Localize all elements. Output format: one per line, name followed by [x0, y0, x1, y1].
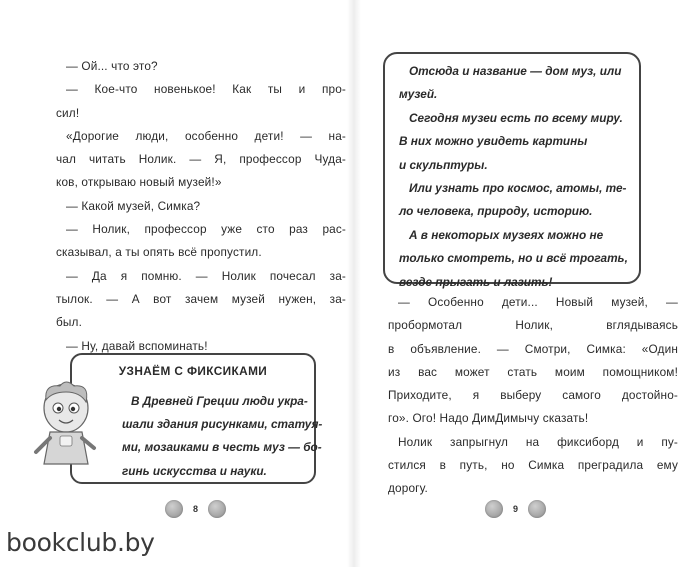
body-text-line: из вас может стать моим помощником!	[388, 364, 678, 379]
info-box-title: УЗНАЁМ С ФИКСИКАМИ	[118, 364, 268, 378]
page-dot-decoration	[208, 500, 226, 518]
body-text-line: тылок. — А вот зачем музей нужен, за-	[56, 291, 346, 306]
page-number-text: 8	[193, 504, 199, 514]
body-text-line: — Нолик, профессор уже сто раз рас-	[66, 222, 346, 237]
watermark: bookclub.by	[6, 528, 155, 557]
page-number-text: 9	[513, 504, 519, 514]
body-text-line: «Дорогие люди, особенно дети! — на-	[66, 128, 346, 143]
facts-box-line: А в некоторых музеях можно не	[409, 227, 604, 242]
page-number-left	[165, 497, 226, 521]
book-spine	[347, 0, 361, 567]
info-box-body	[122, 390, 323, 483]
body-text-line: — Особенно дети... Новый музей, —	[398, 295, 678, 309]
body-text-line: сказывал, а ты опять всё пропустил.	[56, 245, 262, 260]
body-text-line: сил!	[56, 105, 80, 120]
body-text-line: был.	[56, 315, 82, 330]
page-dot-decoration	[528, 500, 546, 518]
facts-box-line: музей.	[399, 87, 438, 102]
info-box-line: шали здания рисунками, статуя-	[122, 417, 323, 432]
info-box-fixiki	[70, 353, 323, 484]
right-page-text	[388, 291, 678, 501]
body-text-line: ков, открываю новый музей!»	[56, 175, 222, 190]
facts-box-line: Сегодня музеи есть по всему миру.	[409, 110, 623, 125]
facts-box-line: везде прыгать и лазить!	[399, 274, 553, 289]
body-text-line: го». Ого! Надо ДимДимычу сказать!	[388, 411, 589, 426]
info-box-line: ми, мозаиками в честь муз — бо-	[122, 440, 322, 455]
facts-box-line: и скульптуры.	[399, 157, 488, 172]
info-box-line: В Древней Греции люди укра-	[131, 394, 308, 408]
page-number-right	[485, 497, 546, 521]
body-text-line: — Кое-что новенькое! Как ты и про-	[66, 82, 346, 97]
facts-box-line: только смотреть, но и всё трогать,	[399, 251, 628, 266]
body-text-line: стился в путь, но Симка преградила ему	[388, 458, 678, 473]
body-text-line: — Ну, давай вспоминать!	[66, 338, 208, 353]
body-text-line: дорогу.	[388, 481, 428, 496]
body-text-line: — Какой музей, Симка?	[66, 198, 201, 213]
left-page-text	[56, 55, 346, 358]
page-dot-decoration	[165, 500, 183, 518]
facts-box-line: В них можно увидеть картины	[399, 134, 588, 149]
facts-box-line: ло человека, природу, историю.	[399, 204, 593, 219]
body-text-line: — Ой... что это?	[66, 59, 158, 73]
body-text-line: в объявление. — Смотри, Симка: «Один	[388, 341, 678, 356]
body-text-line: пробормотал Нолик, вглядываясь	[388, 318, 678, 333]
museum-facts-box	[383, 52, 641, 289]
page-dot-decoration	[485, 500, 503, 518]
body-text-line: Приходите, я выберу самого достойно-	[388, 388, 678, 403]
facts-box-line: Отсюда и название — дом муз, или	[409, 64, 622, 78]
info-box-line: гинь искусства и науки.	[122, 463, 267, 478]
body-text-line: Нолик запрыгнул на фиксиборд и пу-	[398, 434, 678, 449]
body-text-line: — Да я помню. — Нолик почесал за-	[66, 268, 346, 283]
facts-box-line: Или узнать про космос, атомы, те-	[409, 181, 627, 196]
fixik-mascot-illustration	[30, 378, 102, 470]
body-text-line: чал читать Нолик. — Я, профессор Чуда-	[56, 152, 346, 167]
